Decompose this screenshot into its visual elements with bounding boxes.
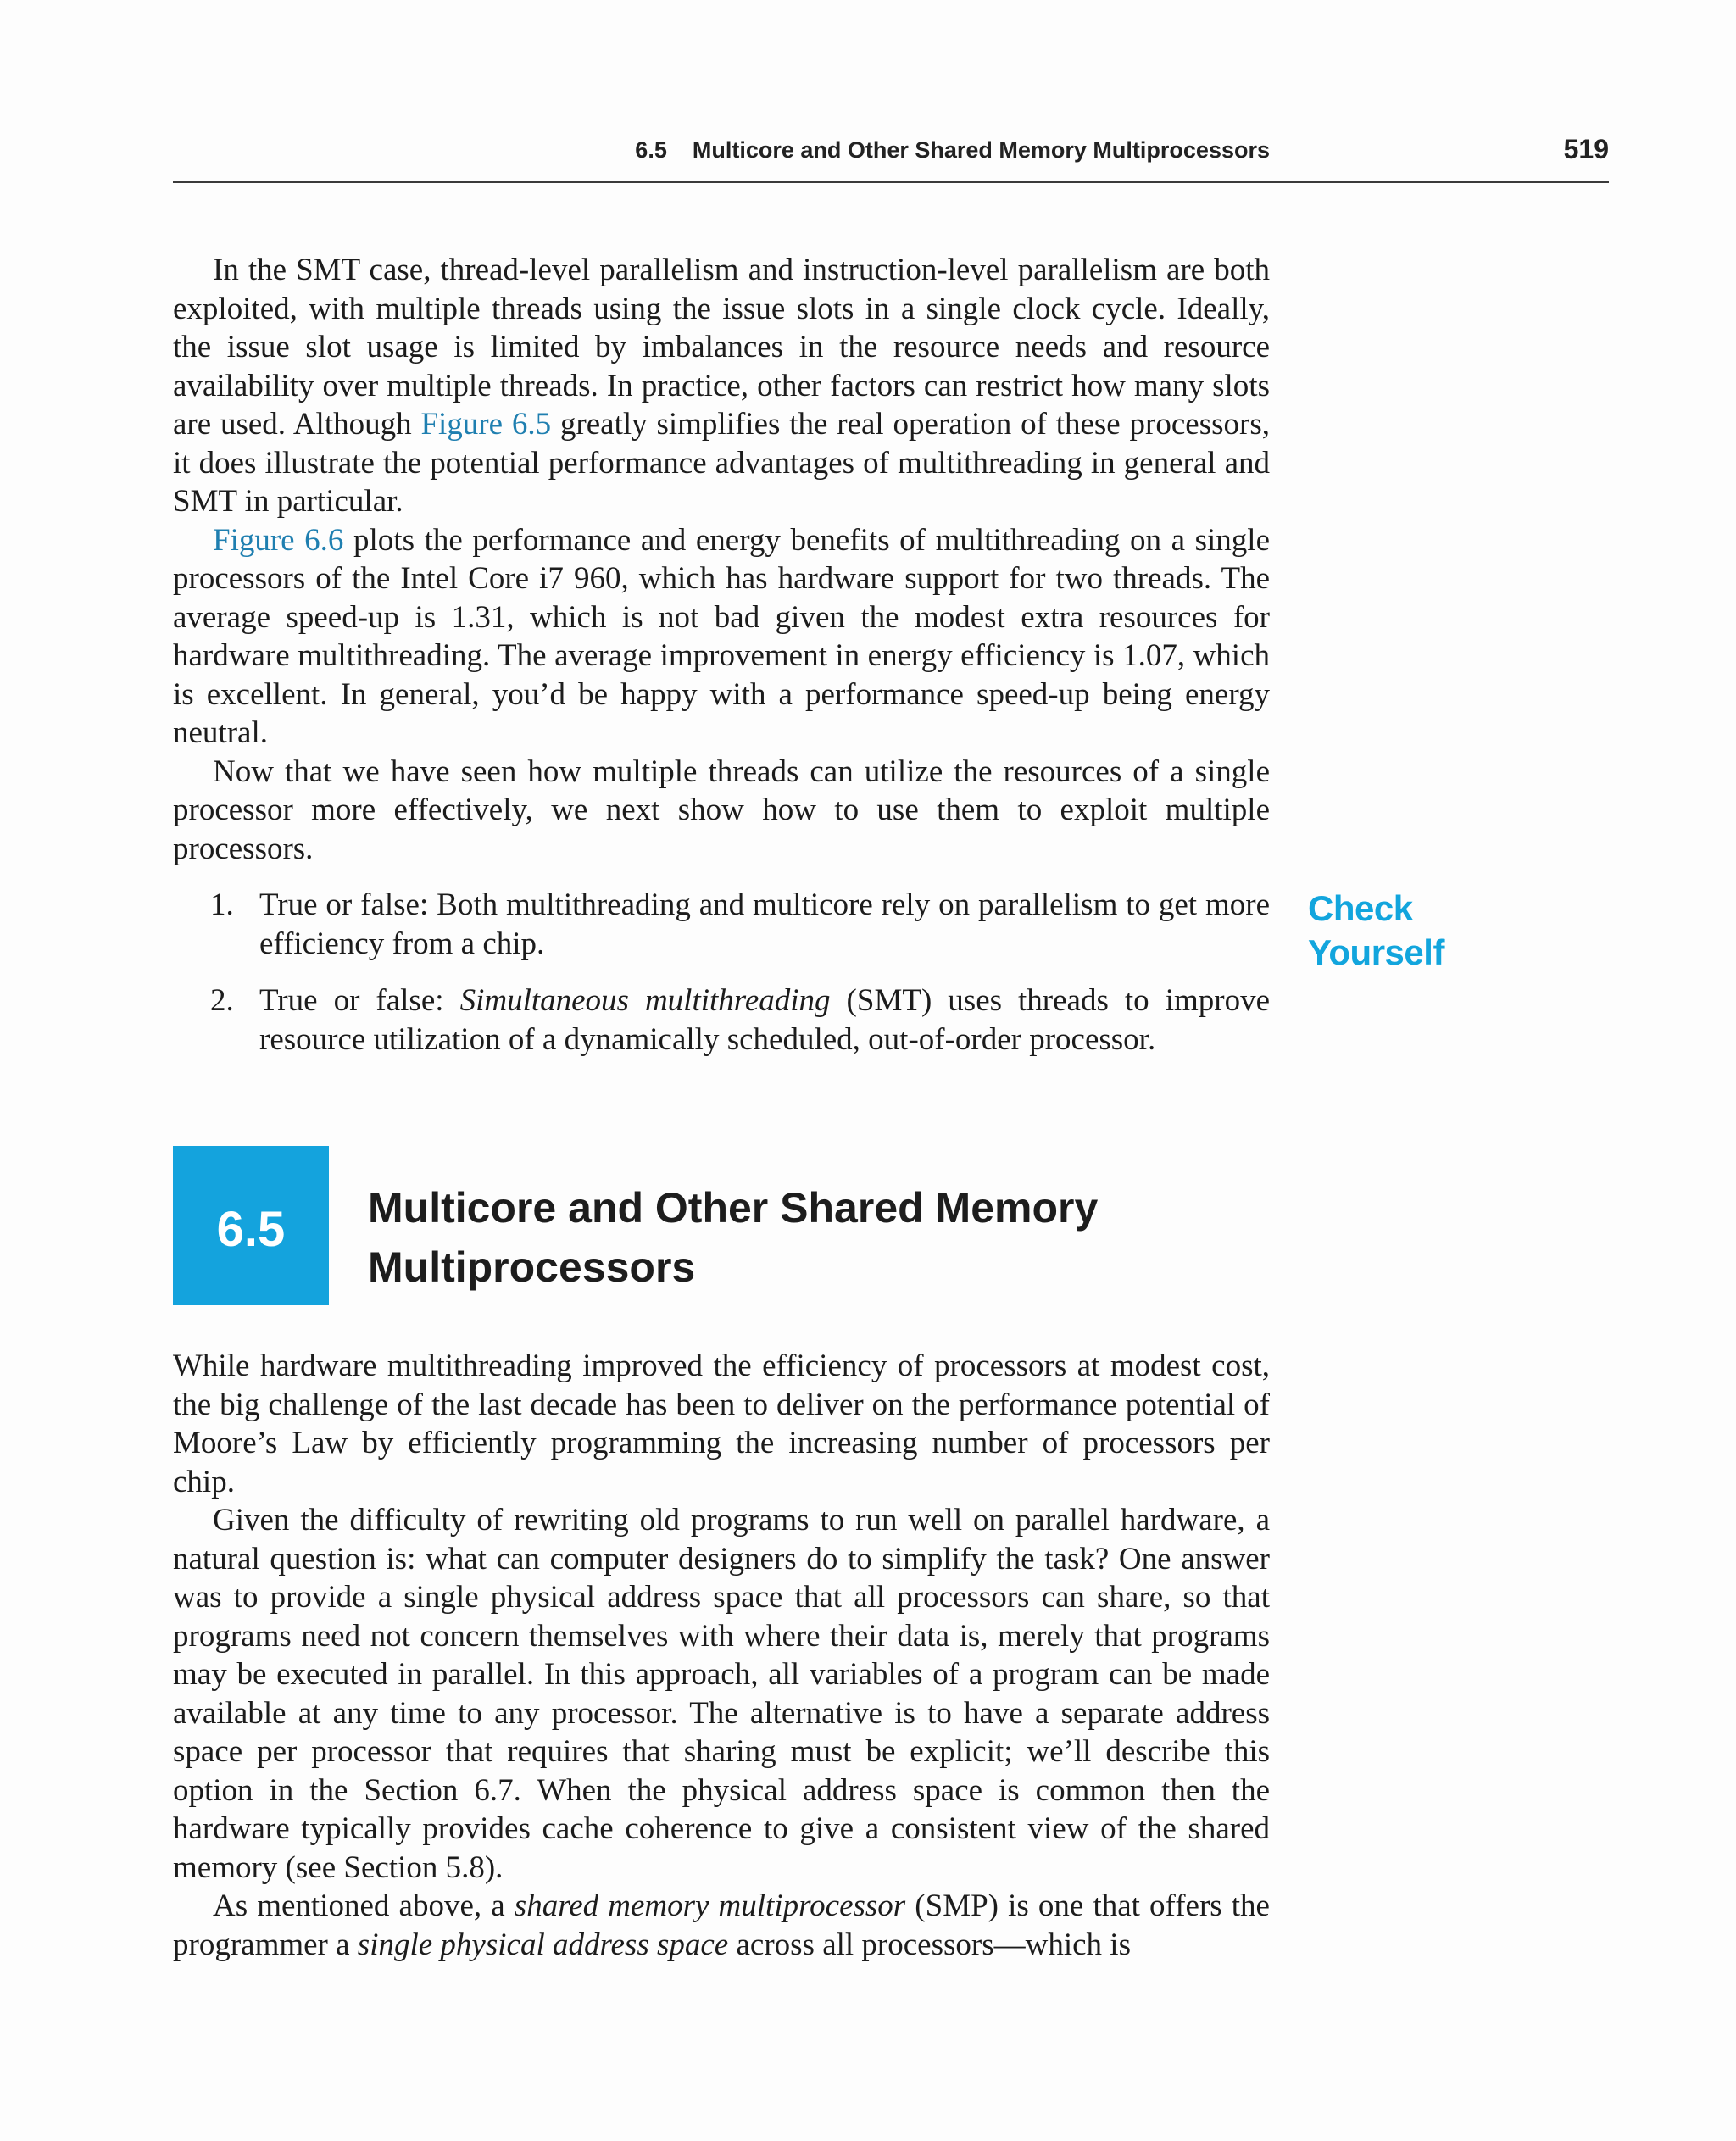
emphasis: shared memory multiprocessor: [514, 1888, 906, 1923]
list-item: [210, 886, 1270, 963]
paragraph: Now that we have seen how multiple threads can utilize the resources of a single processor more effectively, we next show how to use them to exploit multiple processors.: [173, 754, 1270, 866]
list-item-number: 2.: [210, 983, 234, 1018]
figure-link[interactable]: Figure 6.5: [420, 407, 552, 442]
paragraph-text: plots the performance and energy benefits of multithreading on a single processors of the Intel Core i7 960, which has hardware support for two threads. The average speed-up is 1.31, which is not bad given the modest extra resources for hardware multithreading. The average improvement in energy efficiency is 1.07, which is excellent. In general, you’d be happy with a performance speed-up being energy neutral.: [173, 522, 1270, 750]
running-header-section: [635, 137, 1270, 164]
section-title-line: Multicore and Other Shared Memory: [368, 1184, 1099, 1232]
list-item-text: True or false: Both multithreading and multicore rely on parallelism to get more efficiency from a chip.: [259, 887, 1270, 961]
page-number: 519: [1563, 134, 1609, 164]
check-yourself-list: [210, 886, 1270, 1077]
paragraph: As mentioned above, a shared memory multiprocessor (SMP) is one that offers the programmer a single physical address space across all processors—which is: [173, 1888, 1270, 1962]
section-title-line: Multiprocessors: [368, 1243, 696, 1291]
check-yourself-label: [1308, 887, 1511, 975]
running-header-section-number: 6.5: [635, 137, 667, 163]
figure-link[interactable]: Figure 6.6: [213, 522, 344, 558]
section-number-box: [173, 1146, 329, 1305]
paragraph-text: In the SMT case, thread-level parallelism and instruction-level parallelism are both exploited, with multiple threads using the issue slots in a single clock cycle. Ideally, the issue slot usage is limited by imbalances in the resource needs and resource availability over multiple threads. In practice, other factors can restrict how many slots are used. Although: [173, 253, 1270, 442]
paragraph: While hardware multithreading improved the efficiency of processors at modest cost, the big challenge of the last decade has been to deliver on the performance potential of Moore’s Law by efficiently programming the increasing number of processors per chip.: [173, 1349, 1270, 1499]
list-item: [210, 982, 1270, 1059]
paragraph: Given the difficulty of rewriting old programs to run well on parallel hardware, a natural question is: what can computer designers do to simplify the task? One answer was to provide a single physical address space that all processors can share, so that programs need not concern themselves with where their data is, merely that programs may be executed in parallel. In this approach, all variables of a program can be made available at any time to any processor. The alternative is to have a separate address space per processor that requires that sharing must be explicit; we’ll describe this option in the Section 6.7. When the physical address space is common then the hardware typically provides cache coherence to give a consistent view of the shared memory (see Section 5.8).: [173, 1503, 1270, 1885]
check-yourself-label-line: Check: [1308, 888, 1413, 928]
emphasis: Simultaneous multithreading: [459, 983, 831, 1018]
list-item-text: True or false: Simultaneous multithreading (SMT) uses threads to improve resource utilization of a dynamically scheduled, out-of-order processor.: [259, 983, 1270, 1057]
body-text-bottom: [173, 1347, 1270, 1964]
paragraph: [173, 251, 1270, 521]
paragraph: [173, 521, 1270, 753]
paragraph-text: greatly simplifies the real operation of these processors, it does illustrate the potential performance advantages of multithreading in general and SMT in particular.: [173, 407, 1270, 519]
emphasis: single physical address space: [357, 1927, 729, 1962]
section-title: [368, 1178, 1216, 1297]
body-text-top: [173, 251, 1270, 868]
running-header: [173, 127, 1609, 183]
section-number: 6.5: [216, 1202, 286, 1257]
list-item-number: 1.: [210, 887, 234, 922]
check-yourself-label-line: Yourself: [1308, 932, 1444, 972]
running-header-section-title: Multicore and Other Shared Memory Multiprocessors: [692, 137, 1270, 163]
